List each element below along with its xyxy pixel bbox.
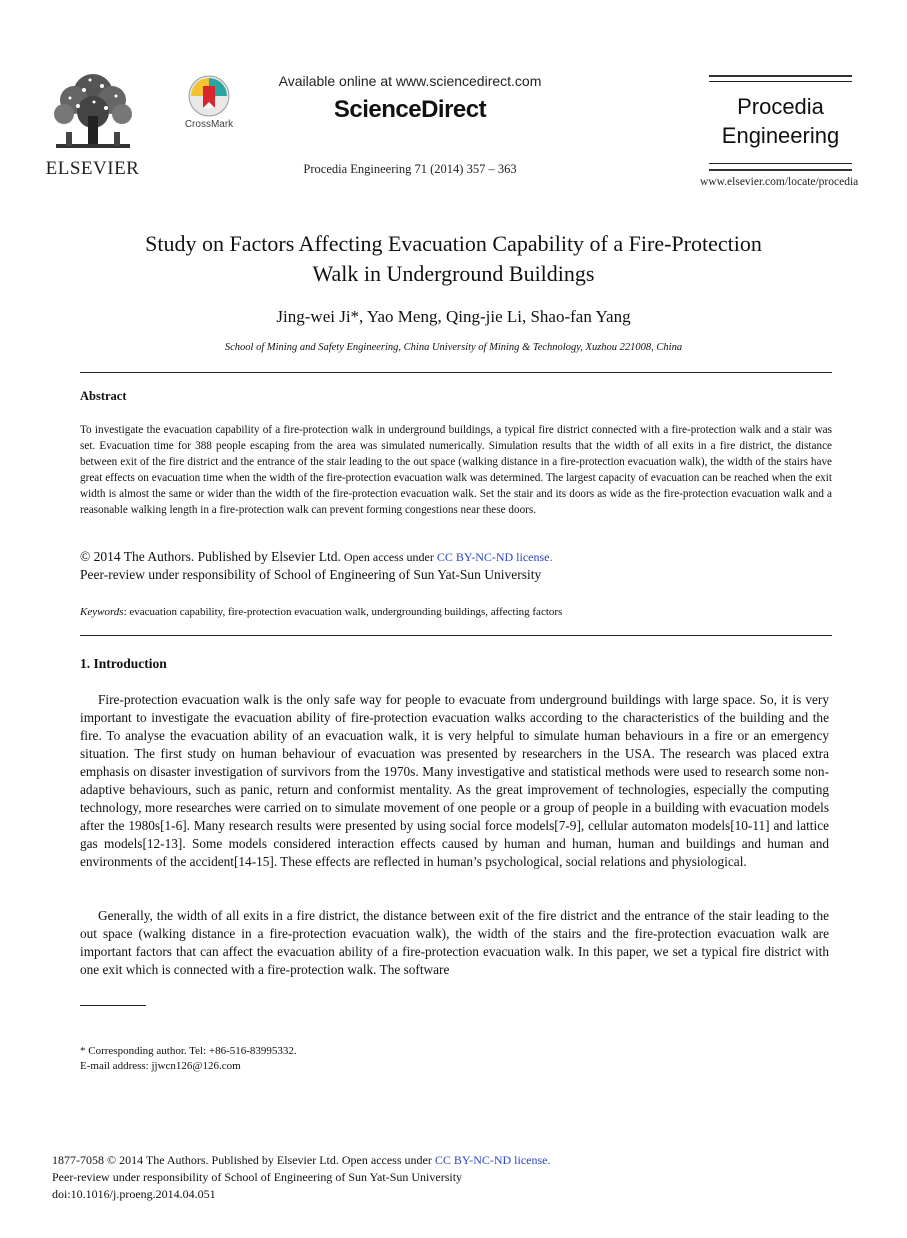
journal-title-line1: Procedia [737,94,824,119]
abstract-license-link[interactable]: CC BY-NC-ND license. [436,550,553,564]
intro-paragraph-1: Fire-protection evacuation walk is the only safe way for people to evacuate from underground buildings with large space. So, it is very important to investigate the evacuation ability of fire-protection evacuation walks according to the characteristics of the building and the fire. To analyse the evacuation ability of an evacuation walk, it is very helpful to simulate human behaviours in a fire or an emergency situation. The first study on human behaviour of evacuation was presented by researchers in the USA. The research was placed extra emphasis on disaster investigation of survivors from the 1970s. Many investigative and statistical methods were used to research some non-adaptive behaviours, such as panic, return and conformist mentality. As the great improvement of technologies, especially the computing technology, more researches were carried on to simulate movement of one people or a group of people in a building with evacuation models after the 1980s[1-6]. Many research results were presented by using social force models[7-9], cellular automaton models[10-11] and lattice gas models[12-13]. Some models considered interaction effects caused by human and human, human and buildings and human and environments of the accident[14-15]. These effects are reflected in human’s psychological, social relations and physiological. [80,692,829,869]
footer-doi[interactable]: doi:10.1016/j.proeng.2014.04.051 [52,1187,216,1201]
intro-paragraph-2: Generally, the width of all exits in a fire district, the distance between exit of the fire district and the entrance of the stair leading to the out space (walking distance in a fire-protection evacuation walk), the width of the stairs and the fire-protection evacuation walk are important factors that can affect the evacuation ability of a fire-protection evacuation walk. In this paper, we set a typical fire district with one exit which is connected with a fire-protection walk. The software [80,908,829,977]
section-heading-introduction: 1. Introduction [80,656,167,671]
publisher-logo-text: ELSEVIER [45,158,140,179]
crossmark-badge[interactable] [176,74,242,136]
keywords [80,606,832,618]
footer-issn-copyright: 1877-7058 © 2014 The Authors. Published by Elsevier Ltd. Open access under [52,1153,435,1167]
journal-rule-top-2 [709,81,852,82]
copyright-access: Open access under [340,550,437,564]
footnote-corresponding: * Corresponding author. Tel: +86-516-83995332. [80,1045,297,1057]
journal-rule-bottom-2 [709,169,852,171]
citation: Procedia Engineering 71 (2014) 357 – 363 [303,162,517,176]
sciencedirect-logo[interactable]: ScienceDirect [333,96,487,123]
copyright-main: © 2014 The Authors. Published by Elsevier Ltd. [80,549,341,564]
journal-rule-top-1 [709,75,852,77]
rule-above-abstract [80,372,832,373]
journal-rule-bottom-1 [709,163,852,164]
authors: Jing-wei Ji*, Yao Meng, Qing-jie Li, Shao-fan Yang [276,307,631,326]
available-online[interactable]: Available online at www.sciencedirect.com [278,73,542,89]
abstract-heading: Abstract [80,389,127,403]
journal-title-line2: Engineering [721,123,840,148]
rule-below-keywords [80,635,832,636]
affiliation: School of Mining and Safety Engineering, China University of Mining & Technology, Xuzhou 221008, China [224,342,683,353]
abstract-copyright [80,549,832,565]
abstract-text: To investigate the evacuation capability of a fire-protection walk in underground buildings, a typical fire district connected with a fire-protection walk and a stair was set. Evacuation time for 388 people escaping from the area was simulated numerically. Simulation results that the width of all exits in a fire district, the distance between exit of the fire district and the entrance of the stair leading to the out space (walking distance in a fire-protection evacuation walk), the width of the stairs have great effects on evacuation time when the width of the fire-protection evacuation walk was determined. The largest capacity of evacuation can be reached when the exit width is almost the same or wider than the width of the fire-protection evacuation walk. Set the stair and its doors as wide as the fire-protection evacuation walk and a reasonable walking length in a fire-protection walk can prevent forming congestions near these doors. [80,424,832,516]
journal-url[interactable]: www.elsevier.com/locate/procedia [700,176,859,188]
article-title-line1: Study on Factors Affecting Evacuation Capability of a Fire-Protection [145,231,762,256]
footnote-rule [80,1005,146,1006]
footer-copyright [52,1153,872,1168]
crossmark-label: CrossMark [184,119,234,130]
elsevier-tree-icon [44,72,142,154]
article-title-line2: Walk in Underground Buildings [312,261,595,286]
keywords-label: Keywords [80,606,124,618]
footer-license-link[interactable]: CC BY-NC-ND license. [434,1153,551,1167]
elsevier-logo [30,72,155,182]
footer-peer-review: Peer-review under responsibility of School of Engineering of Sun Yat-Sun University [52,1170,463,1184]
footnote-email: E-mail address: jjwcn126@126.com [80,1060,241,1072]
keywords-list: : evacuation capability, fire-protection evacuation walk, undergrounding buildings, affecting factors [123,606,563,618]
abstract-peer-review: Peer-review under responsibility of School of Engineering of Sun Yat-Sun University [80,567,542,582]
crossmark-icon [187,74,231,118]
